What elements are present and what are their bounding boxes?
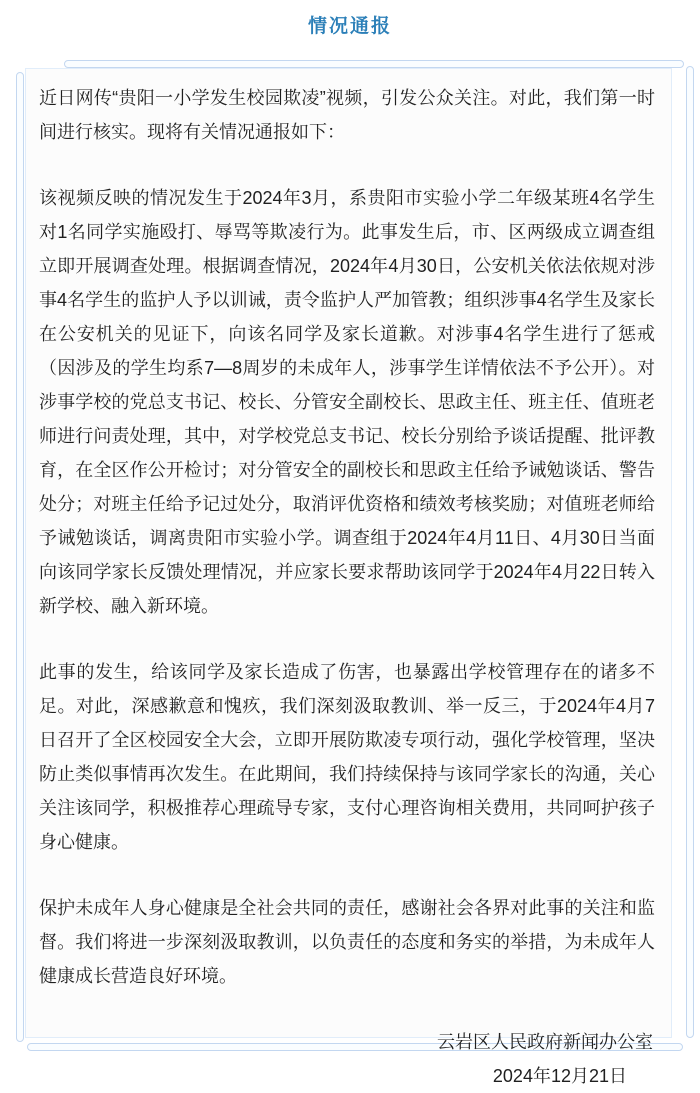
page-title: 情况通报	[307, 16, 392, 37]
signature-block	[39, 1025, 655, 1093]
paragraph-apology: 此事的发生，给该同学及家长造成了伤害，也暴露出学校管理存在的诸多不足。对此，深感歉意和愧疚，我们深刻汲取教训、举一反三，于2024年4月7日召开了全区校园安全大会，立即开展防欺凌专项行动，强化学校管理，坚决防止类似事情再次发生。在此期间，我们持续保持与该同学家长的沟通，关心关注该同学，积极推荐心理疏导专家，支付心理咨询相关费用，共同呵护孩子身心健康。	[39, 662, 655, 852]
paragraph-closing: 保护未成年人身心健康是全社会共同的责任，感谢社会各界对此事的关注和监督。我们将进一步深刻汲取教训，以负责任的态度和务实的举措，为未成年人健康成长营造良好环境。	[39, 898, 655, 986]
decorative-border-right	[686, 66, 694, 1038]
decorative-border-top	[64, 60, 684, 68]
decorative-border-left	[16, 72, 24, 1042]
signature-date: 2024年12月21日	[492, 1066, 627, 1086]
paragraph-investigation: 该视频反映的情况发生于2024年3月，系贵阳市实验小学二年级某班4名学生对1名同学实施殴打、辱骂等欺凌行为。此事发生后，市、区两级成立调查组立即开展调查处理。根据调查情况，2024年4月30日，公安机关依法依规对涉事4名学生的监护人予以训诫，责令监护人严加管教；组织涉事4名学生及家长在公安机关的见证下，向该名同学及家长道歉。对涉事4名学生进行了惩戒（因涉及的学生均系7—8周岁的未成年人，涉事学生详情依法不予公开）。对涉事学校的党总支书记、校长、分管安全副校长、思政主任、班主任、值班老师进行问责处理，其中，对学校党总支书记、校长分别给予谈话提醒、批评教育，在全区作公开检讨；对分管安全的副校长和思政主任给予诫勉谈话、警告处分；对班主任给予记过处分，取消评优资格和绩效考核奖励；对值班老师给予诫勉谈话，调离贵阳市实验小学。调查组于2024年4月11日、4月30日当面向该同学家长反馈处理情况，并应家长要求帮助该同学于2024年4月22日转入新学校、融入新环境。	[39, 188, 655, 616]
notice-card	[25, 68, 672, 1086]
paragraph-intro: 近日网传“贵阳一小学发生校园欺凌”视频，引发公众关注。对此，我们第一时间进行核实。现将有关情况通报如下：	[39, 88, 655, 142]
signature-office: 云岩区人民政府新闻办公室	[437, 1032, 653, 1052]
